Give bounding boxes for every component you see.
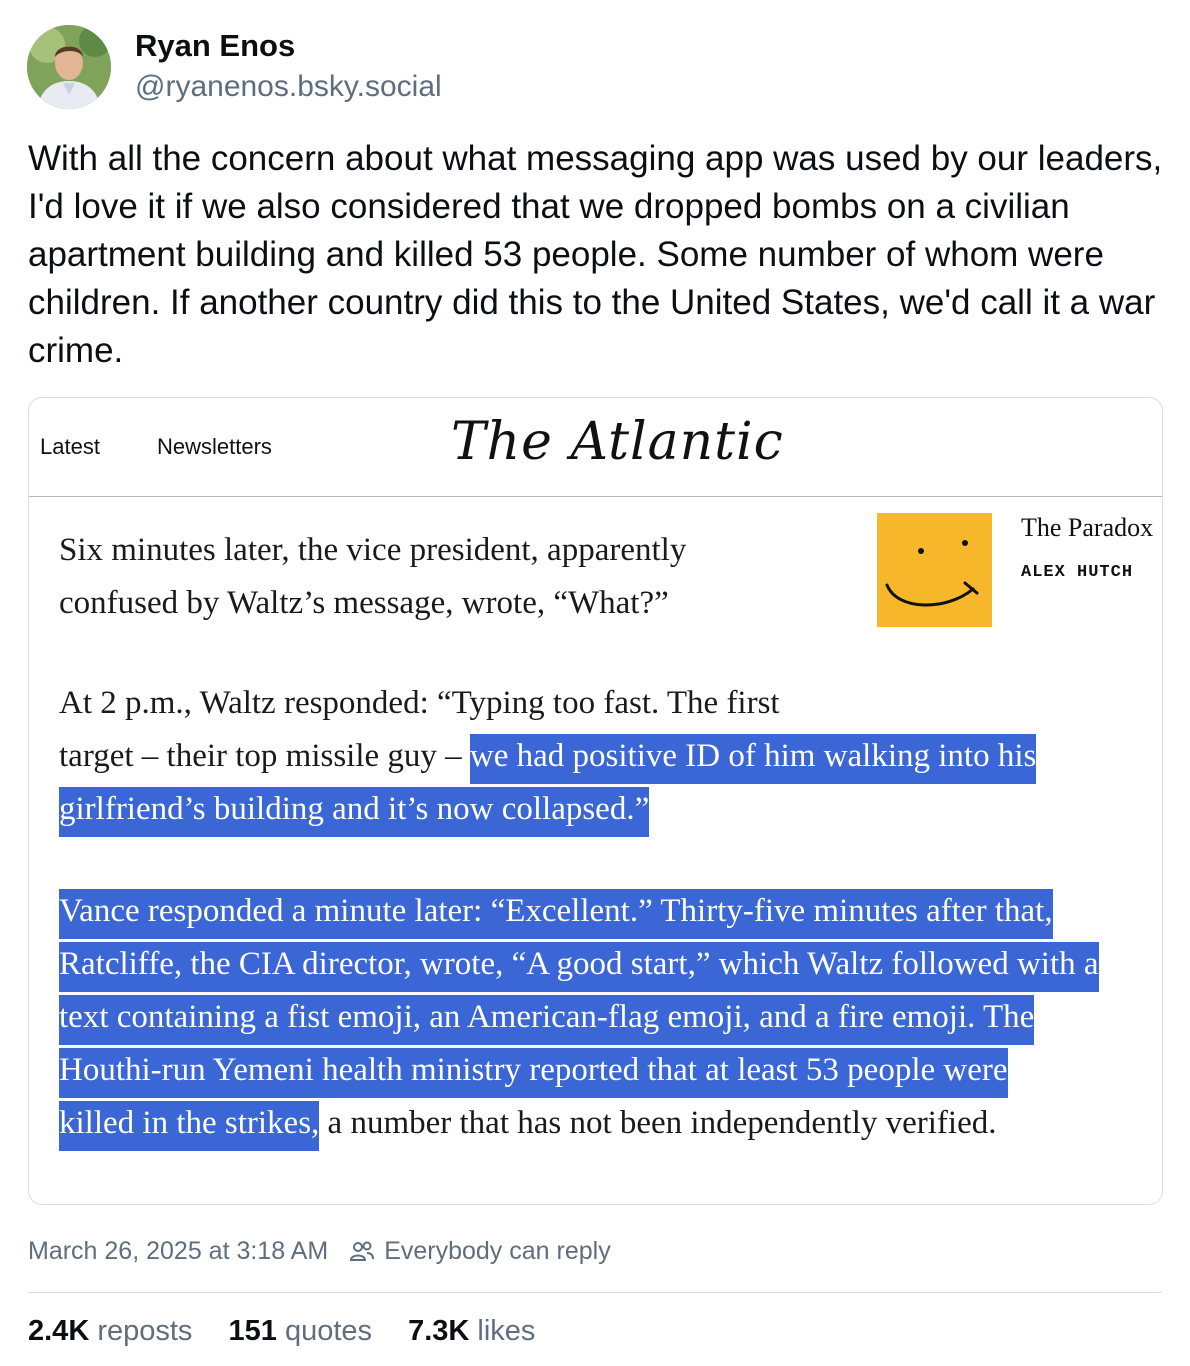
divider — [28, 1292, 1162, 1293]
engagement-stats — [28, 1315, 563, 1348]
highlighted-text: Ratcliffe, the CIA director, wrote, “A good start,” which Waltz followed with a — [59, 942, 1099, 992]
plain-text: a number that has not been independently verified. — [319, 1105, 997, 1141]
author-handle[interactable]: @ryanenos.bsky.social — [135, 70, 442, 103]
atlantic-nav-bar — [29, 398, 1162, 497]
quotes-count: 151 — [228, 1315, 277, 1347]
article-paragraph-2-line-2 — [59, 730, 1036, 783]
article-paragraph-2-line-1: At 2 p.m., Waltz responded: “Typing too fast. The first — [59, 685, 780, 721]
avatar[interactable] — [27, 25, 111, 109]
article-paragraph-1-line-2: confused by Waltz’s message, wrote, “What?” — [59, 585, 669, 621]
people-icon — [348, 1238, 376, 1266]
reposts-stat[interactable] — [28, 1315, 192, 1347]
reply-setting: Everybody can reply — [384, 1237, 611, 1265]
article-paragraph-3-line-3 — [59, 991, 1034, 1044]
plain-text: target – their top missile guy – — [59, 738, 470, 774]
post-text: With all the concern about what messaging app was used by our leaders, I'd love it if we also considered that we dropped bombs on a civilian apartment building and killed 53 people. Some number of whom were children. If another country did this to the United States, we'd call it a war crime. — [28, 139, 1163, 370]
embedded-image[interactable] — [28, 397, 1163, 1205]
quotes-label: quotes — [284, 1315, 373, 1347]
article-paragraph-2-line-3 — [59, 783, 649, 836]
likes-stat[interactable] — [408, 1315, 535, 1347]
nav-latest: Latest — [40, 434, 100, 459]
article-paragraph-3-line-4 — [59, 1044, 1008, 1097]
reposts-label: reposts — [97, 1315, 193, 1347]
promo-author: ALEX HUTCH — [1021, 563, 1134, 582]
highlighted-text: girlfriend’s building and it’s now collapsed.” — [59, 787, 649, 837]
quotes-stat[interactable] — [229, 1315, 373, 1347]
post-meta — [28, 1237, 611, 1266]
highlighted-text: Houthi-run Yemeni health ministry reported that at least 53 people were — [59, 1048, 1008, 1098]
reposts-count: 2.4K — [28, 1315, 90, 1347]
promo-title: The Paradox — [1021, 513, 1154, 542]
avatar-image — [27, 25, 111, 109]
smiley-icon — [877, 513, 992, 627]
likes-count: 7.3K — [408, 1315, 470, 1347]
author-name[interactable]: Ryan Enos — [135, 28, 296, 63]
article-paragraph-3-line-1 — [59, 885, 1053, 938]
article-paragraph-3-line-2 — [59, 938, 1099, 991]
article-paragraph-1-line-1: Six minutes later, the vice president, apparently — [59, 532, 687, 568]
article-paragraph-3-line-5 — [59, 1097, 997, 1150]
post-timestamp[interactable]: March 26, 2025 at 3:18 AM — [28, 1237, 329, 1265]
highlighted-text: Vance responded a minute later: “Excellent.” Thirty-five minutes after that, — [59, 889, 1053, 939]
highlighted-text: we had positive ID of him walking into his — [470, 734, 1036, 784]
highlighted-text: killed in the strikes, — [59, 1101, 319, 1151]
highlighted-text: text containing a fist emoji, an American-flag emoji, and a fire emoji. The — [59, 995, 1034, 1045]
atlantic-logo: The Atlantic — [451, 412, 784, 472]
likes-label: likes — [477, 1315, 536, 1347]
nav-newsletters: Newsletters — [157, 434, 272, 459]
